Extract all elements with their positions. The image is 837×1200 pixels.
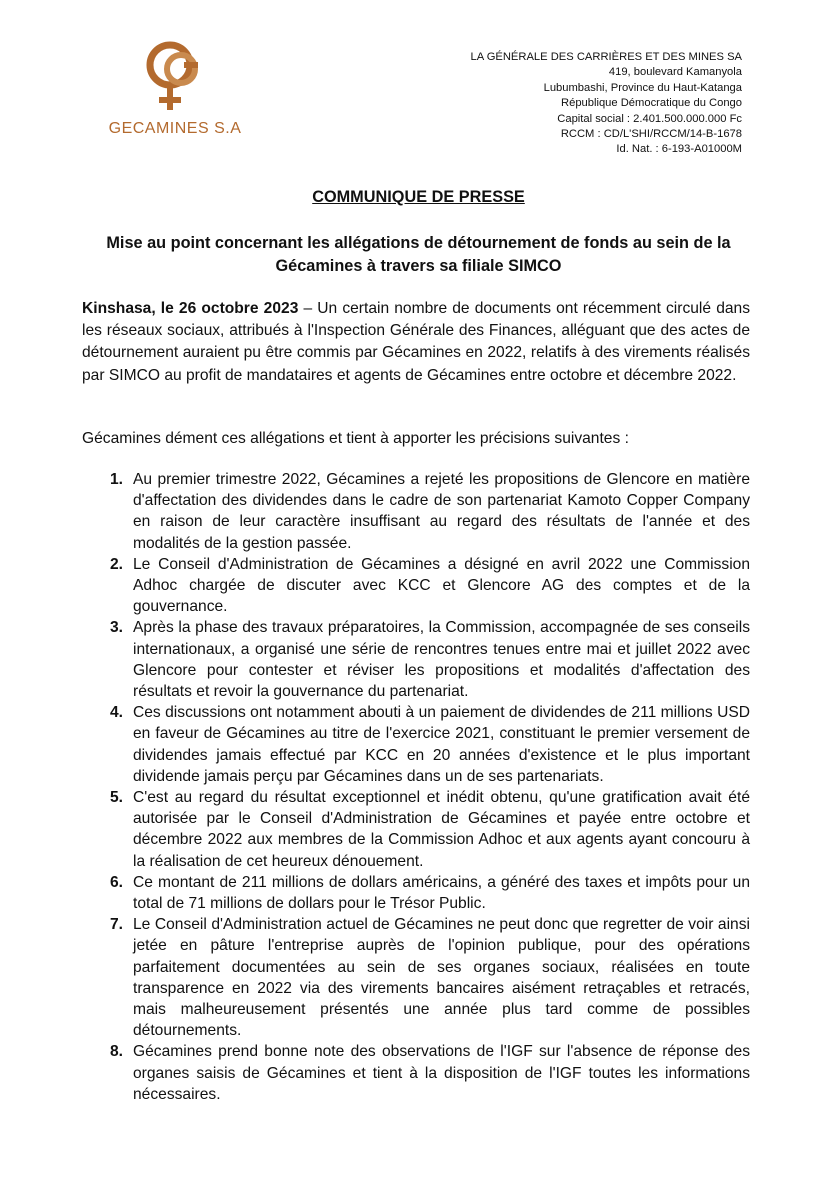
item-text: Ce montant de 211 millions de dollars américains, a généré des taxes et impôts pour un total de 71 millions de dollars pour le Trésor Public. — [133, 873, 750, 913]
item-number: 1. — [109, 471, 123, 488]
list-item — [82, 702, 750, 787]
item-number: 5. — [109, 789, 123, 807]
gecamines-logo — [100, 38, 250, 138]
item-text: C'est au regard du résultat exceptionnel et inédit obtenu, qu'une gratification avait été autorisée par le Conseil d'Administration de Gécamines et payée entre octobre et décembre 2022 aux membres de la Commission Adhoc et aux agents ayant concouru à la réalisation de cet heureux dénouement. — [133, 789, 750, 870]
intro-paragraph — [82, 298, 750, 387]
item-number: 3. — [109, 619, 123, 637]
address-line: 419, boulevard Kamanyola — [608, 66, 742, 79]
company-address — [471, 50, 742, 158]
list-item — [82, 554, 750, 618]
intro-text: – Un certain nombre de documents ont récemment circulé dans les réseaux sociaux, attribués à l'Inspection Générale des Finances, alléguant que des actes de détournement auraient pu être commis par Gécamines en 2022, relatifs à des virements réalisés par SIMCO au profit de mandataires et agents de Gécamines entre octobre et décembre 2022. — [82, 300, 751, 384]
item-text: Le Conseil d'Administration actuel de Gécamines ne peut donc que regretter de voir ainsi jetée en pâture l'entreprise auprès de l'opinion publique, pour des opérations parfaitement documentées au sein de ses organes sociaux, réalisées en toute transparence en 2022 via des virements bancaires aisément retraçables et retracés, mais malheureusement présentés une année plus tard comme de possibles détournements. — [133, 916, 750, 1040]
address-line: LA GÉNÉRALE DES CARRIÈRES ET DES MINES SA — [470, 51, 742, 63]
page-title: COMMUNIQUE DE PRESSE — [312, 188, 525, 206]
item-number: 7. — [109, 916, 123, 934]
address-line: Lubumbashi, Province du Haut-Katanga — [543, 81, 742, 94]
address-line: République Démocratique du Congo — [561, 97, 742, 110]
list-item — [82, 617, 750, 702]
item-text: Au premier trimestre 2022, Gécamines a rejeté les propositions de Glencore en matière d'affectation des dividendes dans le cadre de son partenariat Kamoto Copper Company en raison de leur caractère insuffisant au regard des résultats de l'année et des modalités de la gestion passée. — [133, 471, 750, 552]
item-text: Après la phase des travaux préparatoires, la Commission, accompagnée de ses conseils internationaux, a organisé une série de rencontres tenues entre mai et juillet 2022 avec Glencore pour contester et réviser les propositions et modalités d'affectation des résultats et revoir la gouvernance du partenariat. — [133, 619, 750, 701]
item-number: 4. — [109, 704, 123, 722]
item-number: 2. — [109, 555, 123, 573]
address-line: Id. Nat. : 6-193-A01000M — [616, 143, 742, 156]
intro-dateline: Kinshasa, le 26 octobre 2023 — [82, 300, 299, 317]
item-number: 8. — [109, 1043, 123, 1061]
list-item — [82, 787, 750, 872]
item-text: Ces discussions ont notamment abouti à un paiement de dividendes de 211 millions USD en faveur de Gécamines au titre de l'exercice 2021, constituant le premier versement de dividendes jamais effectué par KCC en 20 années d'existence et le plus important dividende jamais perçu par Gécamines dans un de ses partenariats. — [133, 704, 750, 785]
list-item — [82, 1041, 750, 1105]
press-release-subtitle: Mise au point concernant les allégations de détournement de fonds au sein de la Gécamines à travers sa filiale SIMCO — [106, 234, 731, 275]
logo-text: GECAMINES S.A — [108, 120, 242, 137]
list-item — [82, 469, 750, 554]
address-line: RCCM : CD/L'SHI/RCCM/14-B-1678 — [560, 128, 742, 141]
list-item — [82, 872, 750, 914]
list-item — [82, 914, 750, 1041]
address-line: Capital social : 2.401.500.000.000 Fc — [557, 112, 742, 125]
item-number: 6. — [109, 873, 123, 891]
item-text: Le Conseil d'Administration de Gécamines a désigné en avril 2022 une Commission Adhoc chargée de discuter avec KCC et Glencore AG des comptes et de la gouvernance. — [133, 555, 750, 616]
lead-paragraph: Gécamines dément ces allégations et tient à apporter les précisions suivantes : — [82, 430, 629, 447]
item-text: Gécamines prend bonne note des observations de l'IGF sur l'absence de réponse des organes saisis de Gécamines et tient à la disposition de l'IGF toutes les informations nécessaires. — [133, 1043, 750, 1103]
gecamines-emblem-icon — [140, 38, 210, 118]
points-list — [82, 469, 750, 1105]
